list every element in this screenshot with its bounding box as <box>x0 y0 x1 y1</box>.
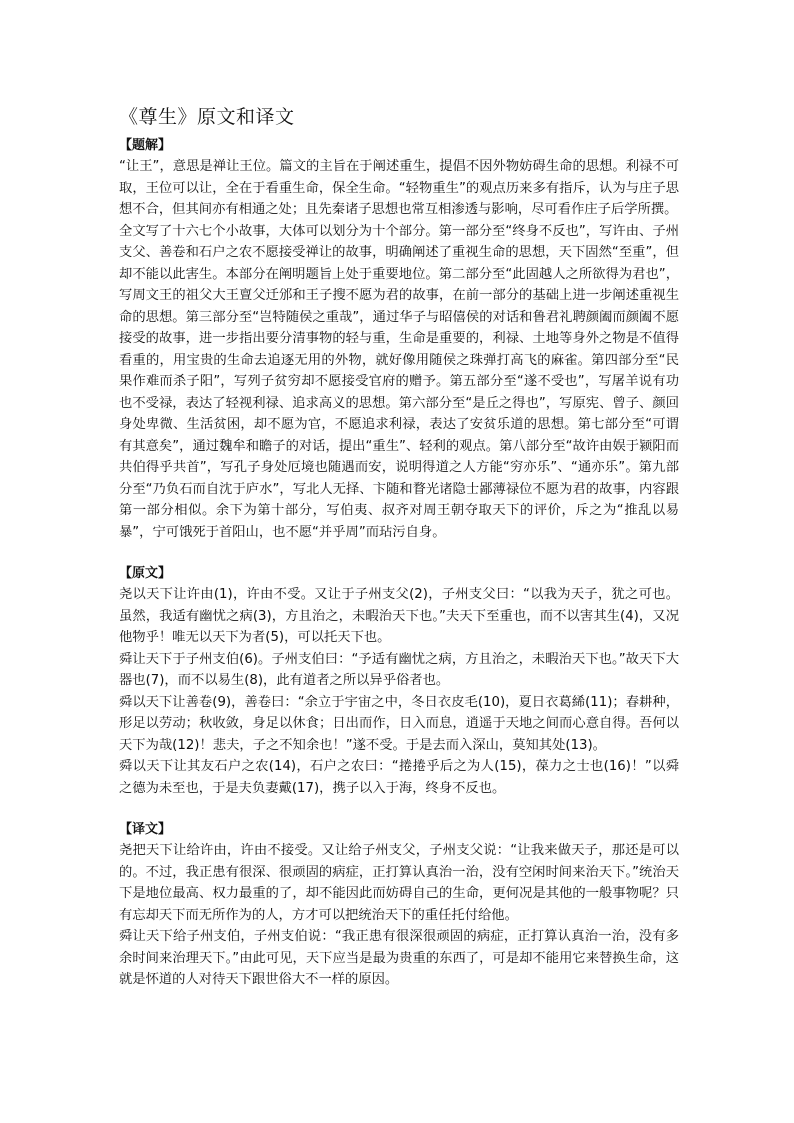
paragraph: 尧以天下让许由(1)，许由不受。又让于子州支父(2)，子州支父曰：“以我为天子，犹之可也。虽然，我适有幽忧之病(3)，方且治之，未暇治天下也。”夫天下至重也，而不以害其生(4)，又况他物乎！唯无以天下为者(5)，可以托天下也。 <box>119 587 679 645</box>
section-heading-original: 【原文】 <box>119 566 172 581</box>
document-title: 《尊生》原文和译文 <box>119 106 295 128</box>
section-spacer <box>119 543 679 564</box>
paragraph: 全文写了十六七个小故事，大体可以划分为十个部分。第一部分至“终身不反也”，写许由、子州支父、善卷和石户之农不愿接受禅让的故事，明确阐述了重视生命的思想，天下固然“至重”，但却不能以此害生。本部分在阐明题旨上处于重要地位。第二部分至“此固越人之所欲得为君也”，写周文王的祖父大王亶父迁邠和王子搜不愿为君的故事，在前一部分的基础上进一步阐述重视生命的思想。第三部分至“岂特随侯之重哉”，通过华子与昭僖侯的对话和鲁君礼聘颜阖而颜阖不愿接受的故事，进一步指出要分清事物的轻与重，生命是重要的，利禄、土地等身外之物是不值得看重的，用宝贵的生命去追逐无用的外物，就好像用随侯之珠弹打高飞的麻雀。第四部分至“民果作难而杀子阳”，写列子贫穷却不愿接受官府的赠予。第五部分至“遂不受也”，写屠羊说有功也不受禄，表达了轻视利禄、追求高义的思想。第六部分至“是丘之得也”，写原宪、曾子、颜回身处卑微、生活贫困，却不愿为官，不愿追求利禄，表达了安贫乐道的思想。第七部分至“可谓有其意矣”，通过魏牟和瞻子的对话，提出“重生”、轻利的观点。第八部分至“故许由娱于颍阳而共伯得乎共首”，写孔子身处厄境也随遇而安，说明得道之人方能“穷亦乐”、“通亦乐”。第九部分至“乃负石而自沈于庐水”，写北人无择、卞随和瞀光诸隐士鄙薄禄位不愿为君的故事，内容跟第一部分相似。余下为第十部分，写伯夷、叔齐对周王朝夺取天下的评价，斥之为“推乱以易暴”，宁可饿死于首阳山，也不愿“并乎周”而玷污自身。 <box>119 223 679 540</box>
section-spacer <box>119 799 679 820</box>
section-heading-intro: 【题解】 <box>119 138 172 153</box>
document-page <box>119 104 679 991</box>
paragraph: 舜以天下让其友石户之农(14)，石户之农曰：“捲捲乎后之为人(15)，葆力之士也(16)！”以舜之德为未至也，于是夫负妻戴(17)，携子以入于海，终身不反也。 <box>119 759 679 796</box>
paragraph: 舜以天下让善卷(9)，善卷曰：“余立于宇宙之中，冬日衣皮毛(10)，夏日衣葛絺(11)；春耕种，形足以劳动；秋收敛，身足以休食；日出而作，日入而息，逍遥于天地之间而心意自得。吾何以天下为哉(12)！悲夫，子之不知余也！”遂不受。于是去而入深山，莫知其处(13)。 <box>119 694 679 753</box>
paragraph: 舜让天下于子州支伯(6)。子州支伯曰：“予适有幽忧之病，方且治之，未暇治天下也。”故天下大器也(7)，而不以易生(8)，此有道者之所以异乎俗者也。 <box>119 651 679 688</box>
paragraph: “让王”，意思是禅让王位。篇文的主旨在于阐述重生，提倡不因外物妨碍生命的思想。利禄不可取，王位可以让，全在于看重生命，保全生命。“轻物重生”的观点历来多有指斥，认为与庄子思想不合，但其间亦有相通之处；且先秦诸子思想也常互相渗透与影响，尽可看作庄子后学所撰。 <box>119 159 679 217</box>
paragraph: 尧把天下让给许由，许由不接受。又让给子州支父，子州支父说：“让我来做天子，那还是可以的。不过，我正患有很深、很顽固的病症，正打算认真治一治，没有空闲时间来治天下。”统治天下是地位最高、权力最重的了，却不能因此而妨碍自己的生命，更何况是其他的一般事物呢？只有忘却天下而无所作为的人，方才可以把统治天下的重任托付给他。 <box>119 843 679 923</box>
paragraph: 舜让天下给子州支伯，子州支伯说：“我正患有很深很顽固的病症，正打算认真治一治，没有多余时间来治理天下。”由此可见，天下应当是最为贵重的东西了，可是却不能用它来替换生命，这就是怀道的人对待天下跟世俗大不一样的原因。 <box>119 929 679 987</box>
section-heading-translation: 【译文】 <box>119 822 172 837</box>
